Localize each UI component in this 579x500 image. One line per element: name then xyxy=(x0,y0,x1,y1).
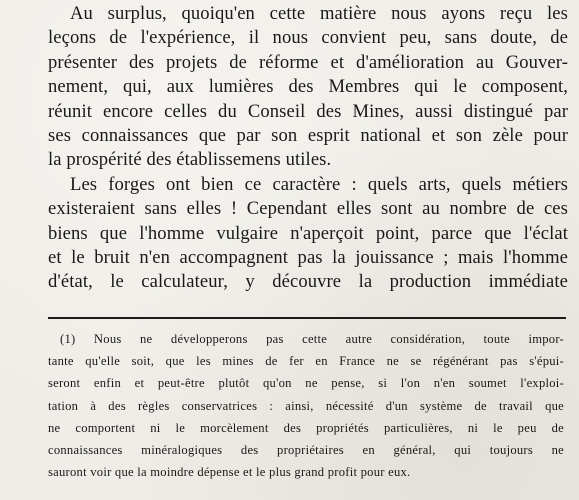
footnote-divider xyxy=(48,317,566,319)
footnote-line: tante qu'elle soit, que les mines de fer en France ne se régénérant pas s'épui- xyxy=(48,354,564,369)
footnote-line: (1) Nous ne développerons pas cette autre considération, toute impor- xyxy=(60,332,564,346)
footnote-line: seront enfin et peut-être plutôt qu'on ne pense, si l'on n'en soumet l'exploi- xyxy=(48,376,564,391)
paragraph-1-line: la prospérité des établissemens utiles. xyxy=(48,149,332,171)
paragraph-2-line: Les forges ont bien ce caractère : quels arts, quels métiers xyxy=(70,173,568,195)
paragraph-1-line: présenter des projets de réforme et d'amélioration au Gouver- xyxy=(48,51,568,73)
paragraph-2-line: biens que l'homme vulgaire n'aperçoit point, parce que l'éclat xyxy=(48,222,568,244)
paragraph-2-line: et le bruit n'en accompagnent pas la jouissance ; mais l'homme xyxy=(48,246,568,268)
paragraph-2-line: existeraient sans elles ! Cependant elles sont au nombre de ces xyxy=(48,198,568,220)
footnote-line: tation à des règles conservatrices : ainsi, nécessité d'un système de travail que xyxy=(48,398,564,413)
footnote xyxy=(48,328,564,483)
footnote-line: sauront voir que la moindre dépense et le plus grand profit pour eux. xyxy=(48,465,411,480)
paragraph-1-line: ses connaissances que par son esprit national et son zèle pour xyxy=(48,124,568,146)
footnote-line: connaissances minéralogiques des propriétaires en général, qui toujours ne xyxy=(48,442,564,457)
paragraph-1-line: nement, qui, aux lumières des Membres qui le composent, xyxy=(48,76,568,98)
paragraph-1-line: réunit encore celles du Conseil des Mines, aussi distingué par xyxy=(48,100,568,122)
main-text xyxy=(48,2,568,295)
paragraph-2-line: d'état, le calculateur, y découvre la production immédiate xyxy=(48,271,568,293)
footnote-line: ne comportent ni le morcèlement des propriétés particulières, ni le peu de xyxy=(48,420,564,435)
paragraph-1-line: Au surplus, quoiqu'en cette matière nous ayons reçu les xyxy=(70,3,568,24)
paragraph-1-line: leçons de l'expérience, il nous convient peu, sans doute, de xyxy=(48,27,568,49)
